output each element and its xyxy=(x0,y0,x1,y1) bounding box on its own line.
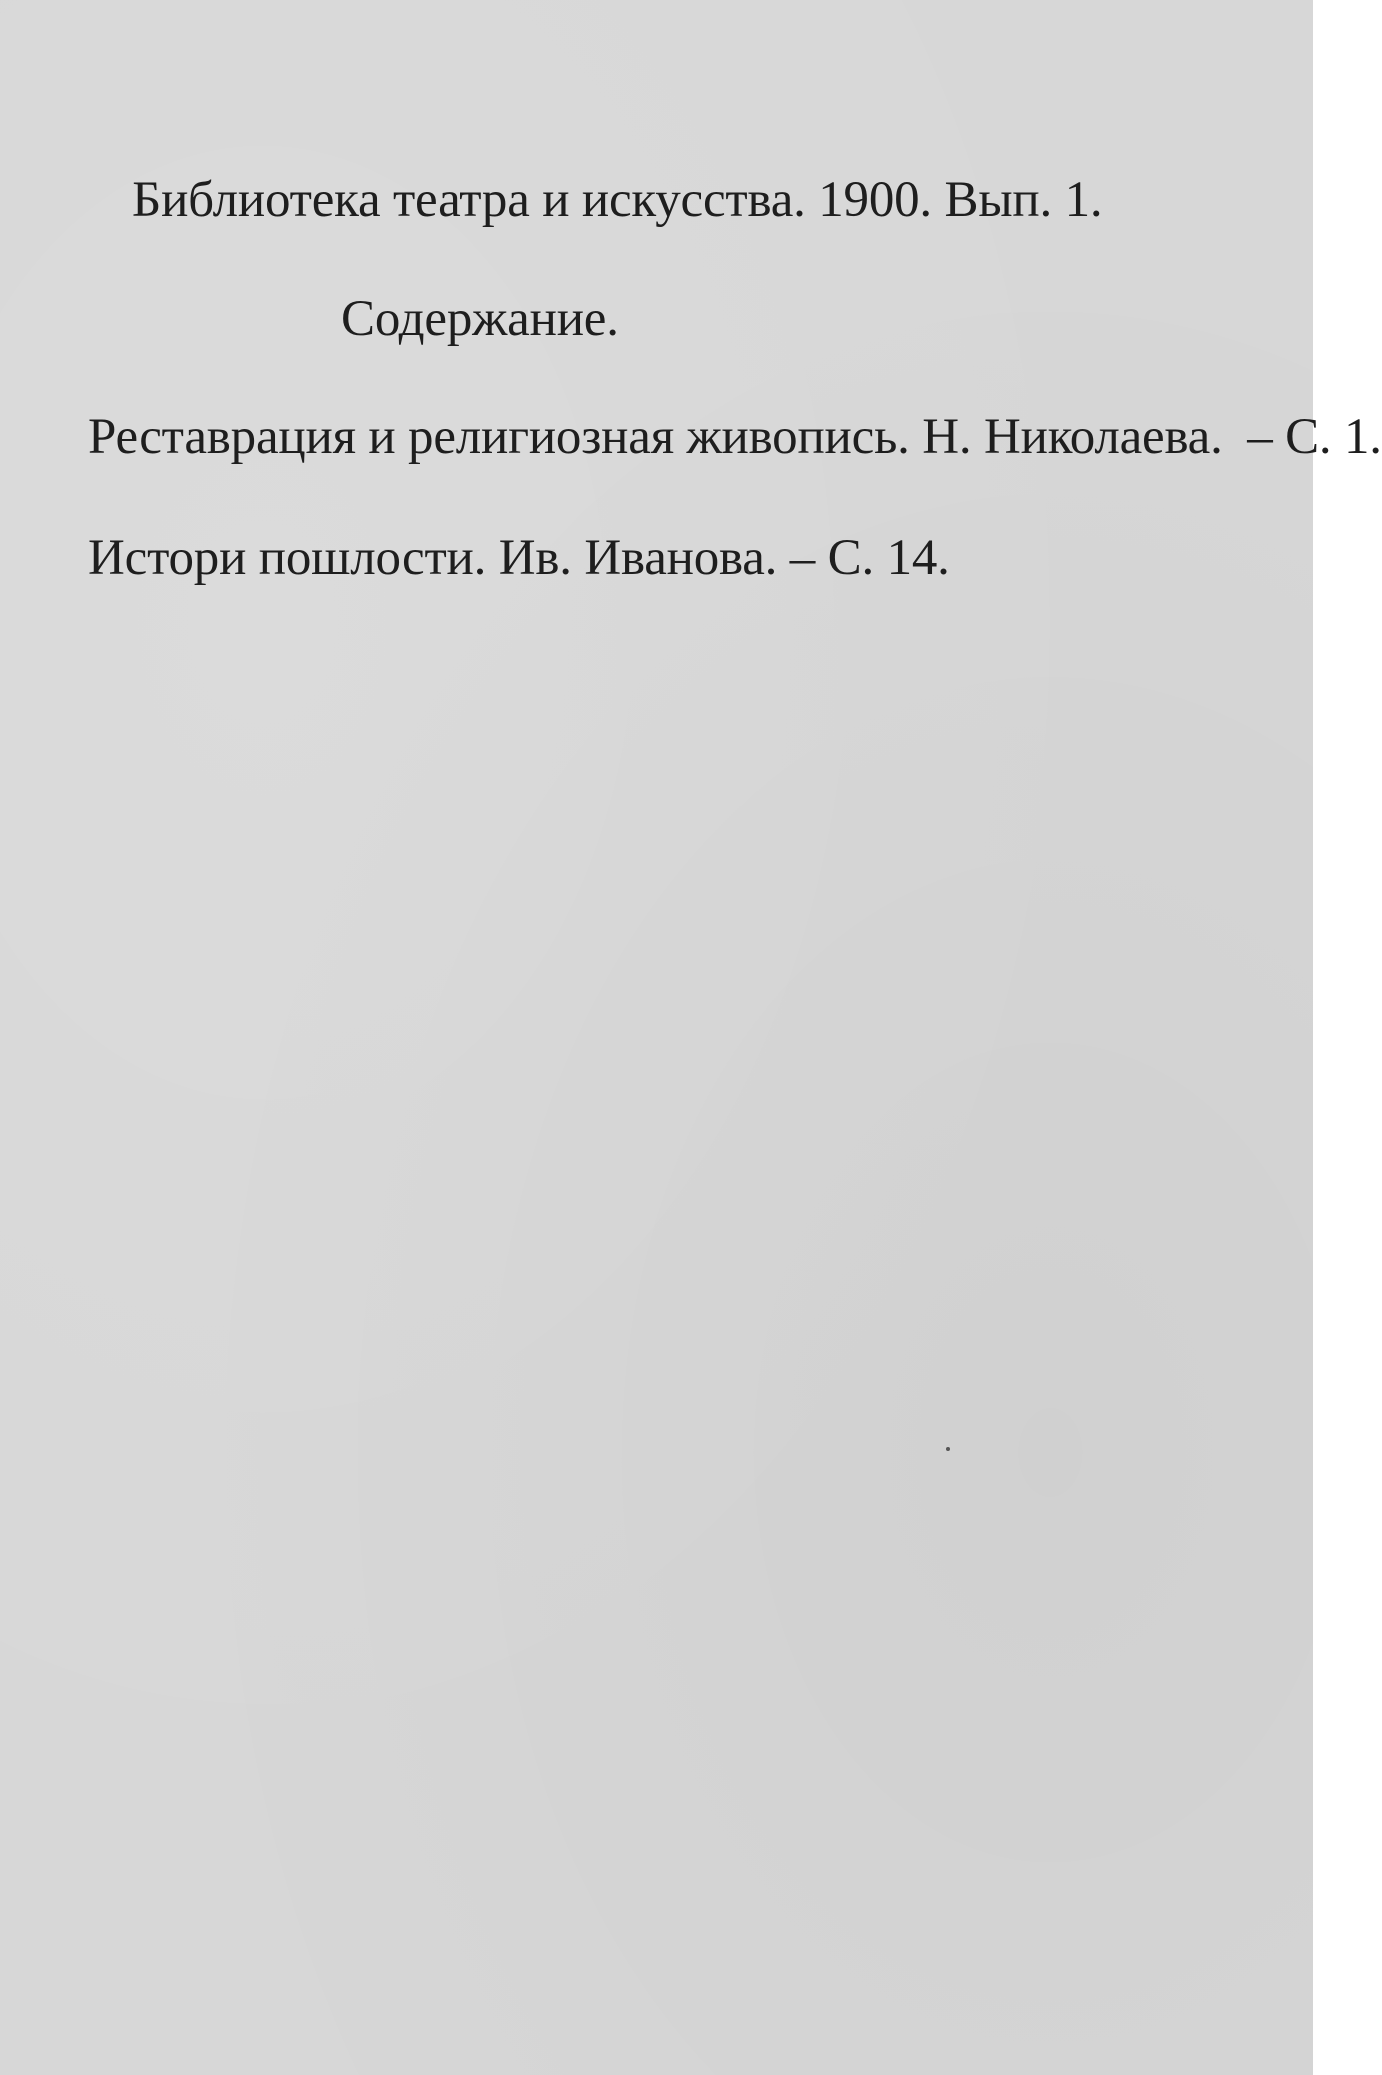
publication-header: Библиотека театра и искусства. 1900. Вып. 1. xyxy=(132,172,1103,228)
entry-title: Реставрация и религиозная живопись. xyxy=(88,409,910,465)
toc-entry xyxy=(88,530,950,586)
entry-title: Истори пошлости. xyxy=(88,530,487,586)
contents-title: Содержание. xyxy=(341,291,619,347)
toc-entry xyxy=(88,409,1382,465)
entry-author: Ив. Иванова. xyxy=(498,530,778,586)
scan-speck xyxy=(946,1447,950,1451)
entry-page: – С. 14. xyxy=(789,530,950,586)
entry-author: Н. Николаева. xyxy=(922,409,1223,465)
entry-page: – С. 1. xyxy=(1247,409,1382,465)
